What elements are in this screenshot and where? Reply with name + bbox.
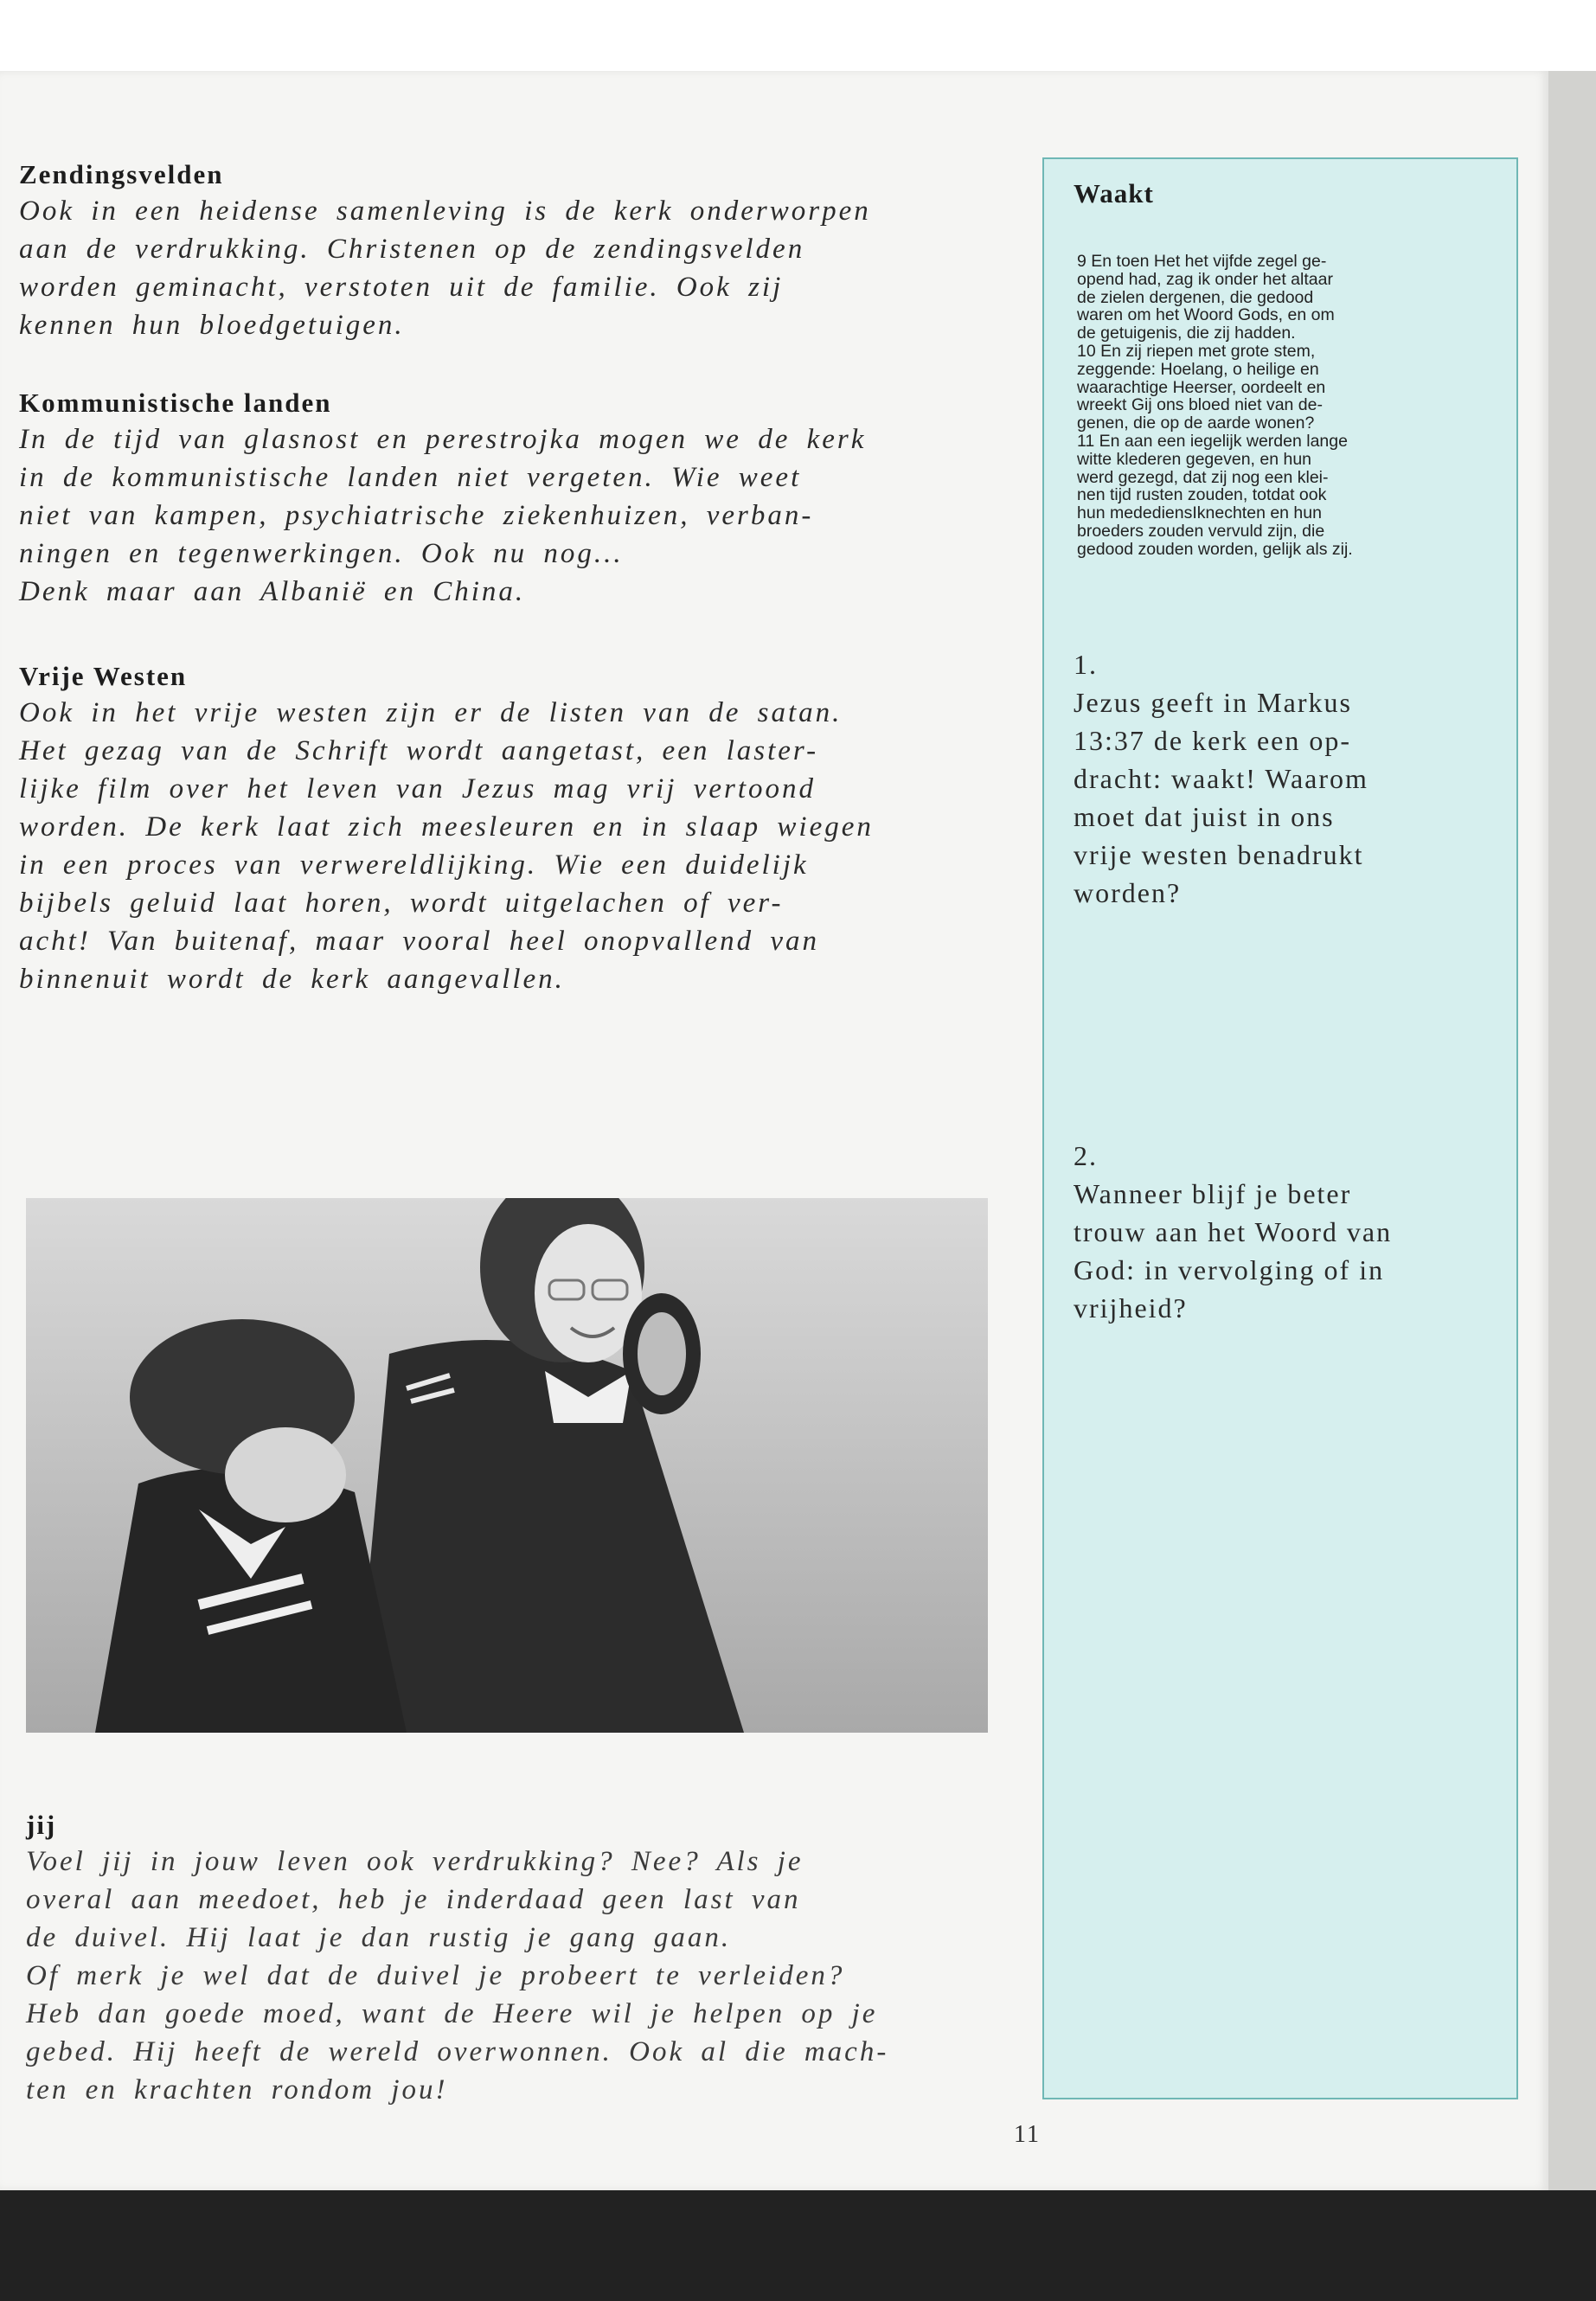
body-line: de duivel. Hij laat je dan rustig je gang gaan. [26,1922,732,1953]
top-margin [0,0,1596,71]
verse-line: gedood zouden worden, gelijk als zij. [1077,539,1353,559]
question-2 [1074,1137,1480,1327]
page-edge [1548,71,1596,2190]
question-line: vrije westen benadrukt [1074,839,1364,870]
question-line: 13:37 de kerk een op- [1074,725,1352,756]
body-line: gebed. Hij heeft de wereld overwonnen. Ook al die mach- [26,2036,889,2067]
body-line: Of merk je wel dat de duivel je probeert te verleiden? [26,1960,845,1991]
sidebar-title: Waakt [1074,178,1154,208]
verse-line: witte klederen gegeven, en hun [1077,449,1312,469]
question-line: dracht: waakt! Waarom [1074,763,1368,794]
bible-verses [1077,253,1496,559]
body-line: bijbels geluid laat horen, wordt uitgelachen of ver- [19,888,784,919]
body-line: Het gezag van de Schrift wordt aangetast, een laster- [19,735,819,766]
section-heading: Kommunistische landen [19,388,332,418]
verse-line: 10 En zij riepen met grote stem, [1077,341,1316,361]
verse-line: 9 En toen Het het vijfde zegel ge- [1077,252,1327,271]
body-line: in een proces van verwereldlijking. Wie een duidelijk [19,849,809,881]
section-zendingsvelden [19,157,953,344]
question-number: 1. [1074,649,1098,680]
verse-line: de zielen dergenen, die gedood [1077,287,1314,307]
verse-line: werd gezegd, dat zij nog een klei- [1077,467,1329,487]
body-line: Denk maar aan Albanië en China. [19,576,526,607]
verse-line: waren om het Woord Gods, en om [1077,305,1335,325]
body-line: Ook in een heidense samenleving is de kerk onderworpen [19,195,871,227]
body-line: acht! Van buitenaf, maar vooral heel onopvallend van [19,926,820,957]
body-line: overal aan meedoet, heb je inderdaad geen last van [26,1884,801,1915]
body-line: Heb dan goede moed, want de Heere wil je helpen op je [26,1998,878,2029]
verse-line: broeders zouden vervuld zijn, die [1077,521,1325,541]
verse-line: nen tijd rusten zouden, totdat ook [1077,485,1327,505]
body-line: kennen hun bloedgetuigen. [19,310,405,341]
body-line: Ook in het vrije westen zijn er de listen van de satan. [19,697,843,728]
body-line: worden. De kerk laat zich meesleuren en in slaap wiegen [19,811,874,843]
page-number: 11 [1014,2121,1041,2148]
body-line: binnenuit wordt de kerk aangevallen. [19,964,565,995]
body-line: In de tijd van glasnost en perestrojka mogen we de kerk [19,424,867,455]
section-vrije-westen [19,659,953,998]
body-line: lijke film over het leven van Jezus mag vrij vertoond [19,773,817,804]
section-kommunistische-landen [19,386,953,611]
verse-line: de getuigenis, die zij hadden. [1077,324,1296,343]
question-line: Jezus geeft in Markus [1074,687,1352,718]
sidebar-waakt [1042,157,1518,2099]
section-heading: jij [26,1810,57,1840]
body-line: worden geminacht, verstoten uit de familie. Ook zij [19,272,784,303]
verse-line: wreekt Gij ons bloed niet van de- [1077,395,1323,415]
section-heading: Vrije Westen [19,661,188,691]
verse-line: genen, die op de aarde wonen? [1077,413,1315,433]
body-line: in de kommunistische landen niet vergeten. Wie weet [19,462,802,493]
question-line: Wanneer blijf je beter [1074,1178,1352,1209]
question-number: 2. [1074,1140,1098,1171]
verse-line: hun medediensIknechten en hun [1077,503,1322,523]
verse-line: waarachtige Heerser, oordeelt en [1077,377,1326,397]
verse-line: opend had, zag ik onder het altaar [1077,269,1333,289]
photo-illustration [26,1198,988,1733]
question-line: vrijheid? [1074,1292,1188,1324]
section-heading: Zendingsvelden [19,159,224,189]
body-line: niet van kampen, psychiatrische ziekenhuizen, verban- [19,500,814,531]
body-line: ningen en tegenwerkingen. Ook nu nog... [19,538,624,569]
question-1 [1074,645,1480,912]
verse-line: zeggende: Hoelang, o heilige en [1077,359,1319,379]
question-line: trouw aan het Woord van [1074,1216,1393,1247]
body-line: Voel jij in jouw leven ook verdrukking? Nee? Als je [26,1846,804,1877]
body-line: ten en krachten rondom jou! [26,2074,448,2106]
verse-line: 11 En aan een iegelijk werden lange [1077,431,1348,451]
question-line: worden? [1074,877,1182,908]
question-line: God: in vervolging of in [1074,1254,1385,1285]
question-line: moet dat juist in ons [1074,801,1335,832]
body-line: aan de verdrukking. Christenen op de zendingsvelden [19,234,805,265]
section-jij [26,1808,960,2109]
scanner-bottom-edge [0,2190,1596,2301]
photo-girls-in-coats [26,1198,988,1733]
